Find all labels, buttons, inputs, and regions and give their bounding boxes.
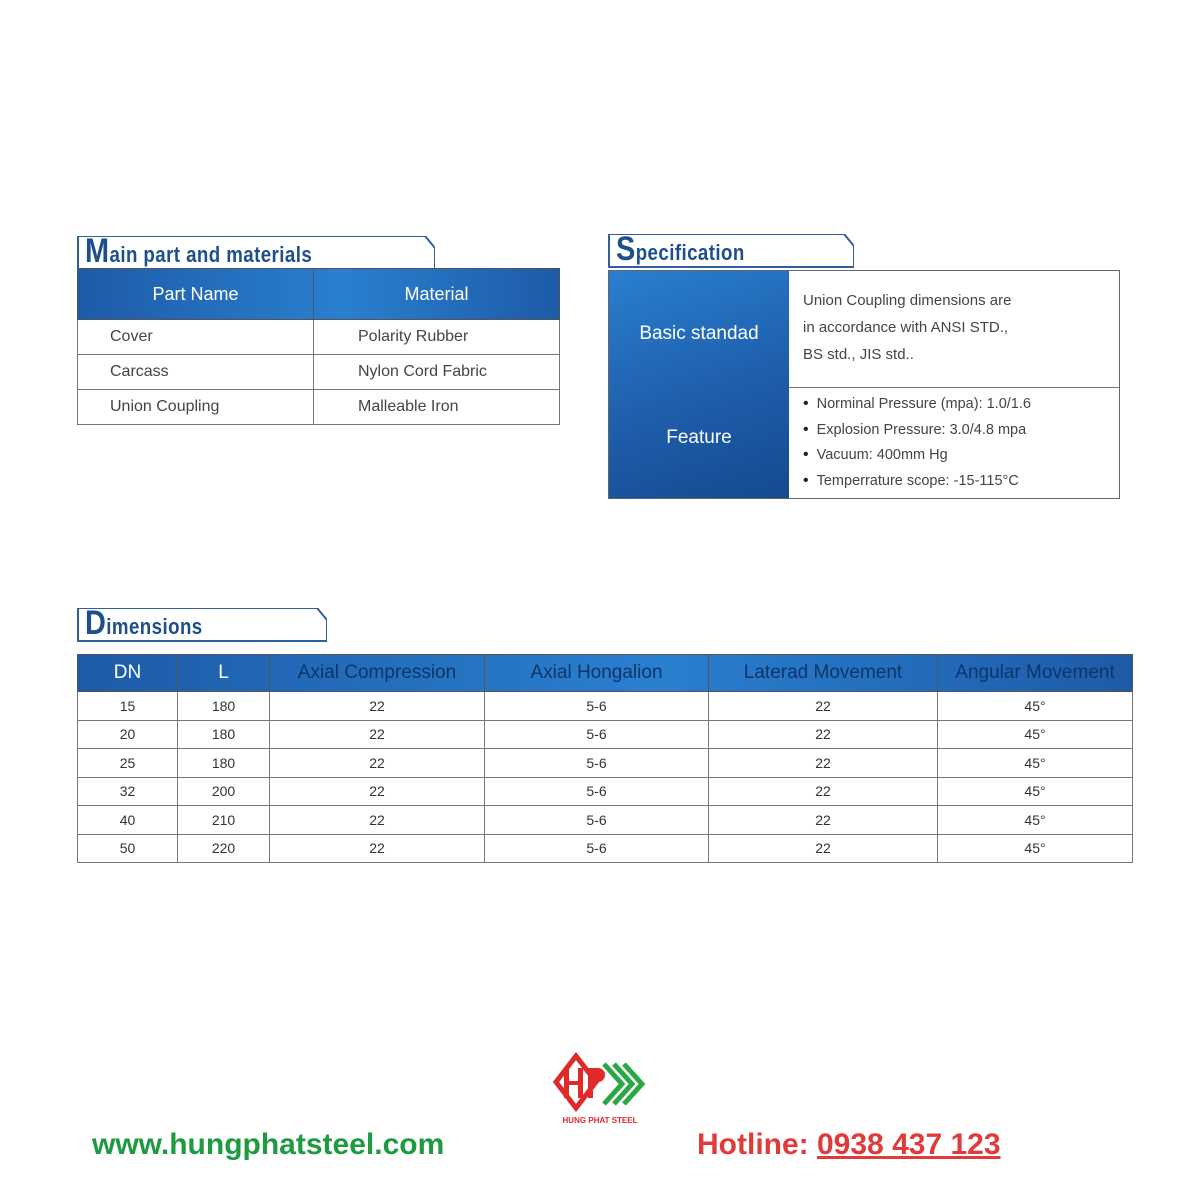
- axial-compression-cell: 22: [270, 806, 485, 835]
- part-name-cell: Cover: [78, 320, 314, 355]
- materials-table: [77, 268, 560, 425]
- l-cell: 210: [178, 806, 270, 835]
- axial-hongalion-cell: 5-6: [485, 777, 709, 806]
- axial-hongalion-cell: 5-6: [485, 806, 709, 835]
- part-name-cell: Union Coupling: [78, 390, 314, 425]
- laterad-movement-cell: 22: [709, 806, 938, 835]
- angular-movement-cell: 45°: [938, 720, 1133, 749]
- axial-compression-cell: 22: [270, 692, 485, 721]
- table-row: [78, 320, 560, 355]
- feature-label: Feature: [666, 427, 732, 448]
- header-laterad-movement: Laterad Movement: [709, 655, 938, 692]
- axial-hongalion-cell: 5-6: [485, 720, 709, 749]
- website-link[interactable]: www.hungphatsteel.com: [92, 1128, 445, 1161]
- l-cell: 200: [178, 777, 270, 806]
- list-item: • Norminal Pressure (mpa): 1.0/1.6: [803, 391, 1031, 417]
- table-row: [78, 834, 1133, 863]
- spec-label-column: [609, 271, 789, 498]
- l-cell: 180: [178, 720, 270, 749]
- dn-cell: 25: [78, 749, 178, 778]
- angular-movement-cell: 45°: [938, 692, 1133, 721]
- material-cell: Polarity Rubber: [314, 320, 560, 355]
- dn-cell: 40: [78, 806, 178, 835]
- laterad-movement-cell: 22: [709, 692, 938, 721]
- header-angular-movement: Angular Movement: [938, 655, 1133, 692]
- dimensions-body: [78, 692, 1133, 863]
- l-cell: 180: [178, 692, 270, 721]
- table-row: [78, 355, 560, 390]
- l-cell: 180: [178, 749, 270, 778]
- laterad-movement-cell: 22: [709, 777, 938, 806]
- l-cell: 220: [178, 834, 270, 863]
- table-row: [78, 390, 560, 425]
- header-dn: DN: [78, 655, 178, 692]
- laterad-movement-cell: 22: [709, 720, 938, 749]
- dimensions-table: [77, 654, 1133, 863]
- basic-standard-label: Basic standad: [639, 323, 759, 344]
- material-cell: Nylon Cord Fabric: [314, 355, 560, 390]
- header-axial-compression: Axial Compression: [270, 655, 485, 692]
- feature-list: [803, 391, 1031, 493]
- table-row: [78, 749, 1133, 778]
- specification-section-title: Specification: [608, 234, 854, 268]
- header-part-name: Part Name: [78, 269, 314, 320]
- angular-movement-cell: 45°: [938, 834, 1133, 863]
- table-row: [78, 806, 1133, 835]
- row-divider: [789, 387, 1119, 388]
- materials-section-title: Main part and materials: [77, 236, 435, 270]
- list-item: • Vacuum: 400mm Hg: [803, 442, 1031, 468]
- hotline-label: Hotline:: [697, 1128, 817, 1161]
- basic-standard-text: Union Coupling dimensions are in accordance with ANSI STD., BS std., JIS std..: [803, 292, 1012, 363]
- hung-phat-steel-logo: [552, 1052, 648, 1128]
- axial-hongalion-cell: 5-6: [485, 692, 709, 721]
- axial-compression-cell: 22: [270, 749, 485, 778]
- axial-hongalion-cell: 5-6: [485, 749, 709, 778]
- axial-compression-cell: 22: [270, 834, 485, 863]
- table-row: [78, 720, 1133, 749]
- part-name-cell: Carcass: [78, 355, 314, 390]
- dn-cell: 32: [78, 777, 178, 806]
- dimensions-section-title: Dimensions: [77, 608, 327, 642]
- table-row: [78, 692, 1133, 721]
- header-material: Material: [314, 269, 560, 320]
- dn-cell: 20: [78, 720, 178, 749]
- header-axial-hongalion: Axial Hongalion: [485, 655, 709, 692]
- svg-text:HUNG PHAT STEEL: HUNG PHAT STEEL: [562, 1116, 638, 1125]
- laterad-movement-cell: 22: [709, 834, 938, 863]
- dn-cell: 50: [78, 834, 178, 863]
- hotline-number[interactable]: 0938 437 123: [817, 1128, 1001, 1161]
- angular-movement-cell: 45°: [938, 749, 1133, 778]
- specification-table: [608, 270, 1120, 499]
- list-item: • Temperrature scope: -15-115°C: [803, 468, 1031, 494]
- dn-cell: 15: [78, 692, 178, 721]
- angular-movement-cell: 45°: [938, 777, 1133, 806]
- header-l: L: [178, 655, 270, 692]
- table-row: [78, 777, 1133, 806]
- axial-hongalion-cell: 5-6: [485, 834, 709, 863]
- material-cell: Malleable Iron: [314, 390, 560, 425]
- laterad-movement-cell: 22: [709, 749, 938, 778]
- axial-compression-cell: 22: [270, 777, 485, 806]
- hotline: [697, 1128, 1001, 1162]
- list-item: • Explosion Pressure: 3.0/4.8 mpa: [803, 417, 1031, 443]
- axial-compression-cell: 22: [270, 720, 485, 749]
- angular-movement-cell: 45°: [938, 806, 1133, 835]
